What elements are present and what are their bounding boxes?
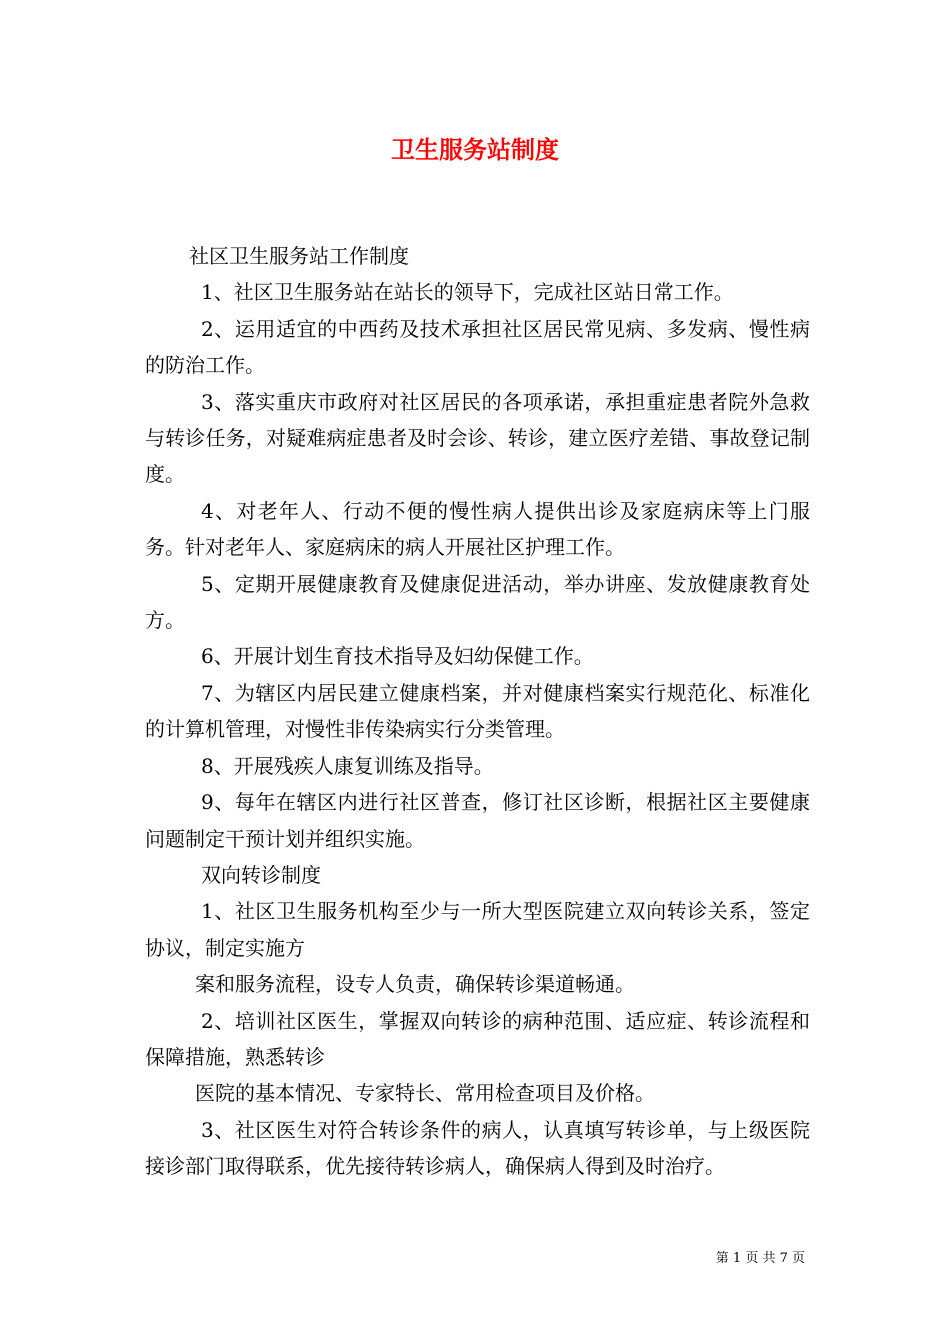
document-title: 卫生服务站制度 [391, 135, 559, 164]
document-body [145, 238, 810, 1185]
paragraph: 8、开展残疾人康复训练及指导。 [201, 753, 494, 778]
paragraph: 1、社区卫生服务站在站长的领导下，完成社区站日常工作。 [201, 280, 734, 305]
section-heading-work-rules: 社区卫生服务站工作制度 [189, 244, 409, 268]
paragraph: 案和服务流程，设专人负责，确保转诊渠道畅通。 [195, 972, 635, 997]
paragraph: 2、培训社区医生，掌握双向转诊的病种范围、适应症、转诊流程和保障措施，熟悉转诊 [145, 1008, 810, 1069]
section-heading-referral-rules: 双向转诊制度 [201, 862, 321, 887]
page-number: 第 1 页 共 7 页 [715, 1251, 805, 1266]
paragraph: 3、落实重庆市政府对社区居民的各项承诺，承担重症患者院外急救与转诊任务，对疑难病症患者及时会诊、转诊，建立医疗差错、事故登记制度。 [145, 389, 810, 487]
paragraph: 7、为辖区内居民建立健康档案，并对健康档案实行规范化、标准化的计算机管理，对慢性非传染病实行分类管理。 [145, 680, 810, 742]
paragraph: 医院的基本情况、专家特长、常用检查项目及价格。 [195, 1081, 655, 1106]
paragraph: 9、每年在辖区内进行社区普查，修订社区诊断，根据社区主要健康问题制定干预计划并组织实施。 [145, 790, 810, 851]
paragraph: 2、运用适宜的中西药及技术承担社区居民常见病、多发病、慢性病的防治工作。 [145, 316, 810, 378]
paragraph: 6、开展计划生育技术指导及妇幼保健工作。 [201, 644, 594, 669]
paragraph: 5、定期开展健康教育及健康促进活动，举办讲座、发放健康教育处方。 [145, 571, 810, 633]
paragraph: 1、社区卫生服务机构至少与一所大型医院建立双向转诊关系，签定协议，制定实施方 [145, 899, 810, 960]
paragraph: 3、社区医生对符合转诊条件的病人，认真填写转诊单，与上级医院接诊部门取得联系，优先接待转诊病人，确保病人得到及时治疗。 [145, 1117, 810, 1179]
paragraph: 4、对老年人、行动不便的慢性病人提供出诊及家庭病床等上门服务。针对老年人、家庭病床的病人开展社区护理工作。 [145, 498, 810, 560]
